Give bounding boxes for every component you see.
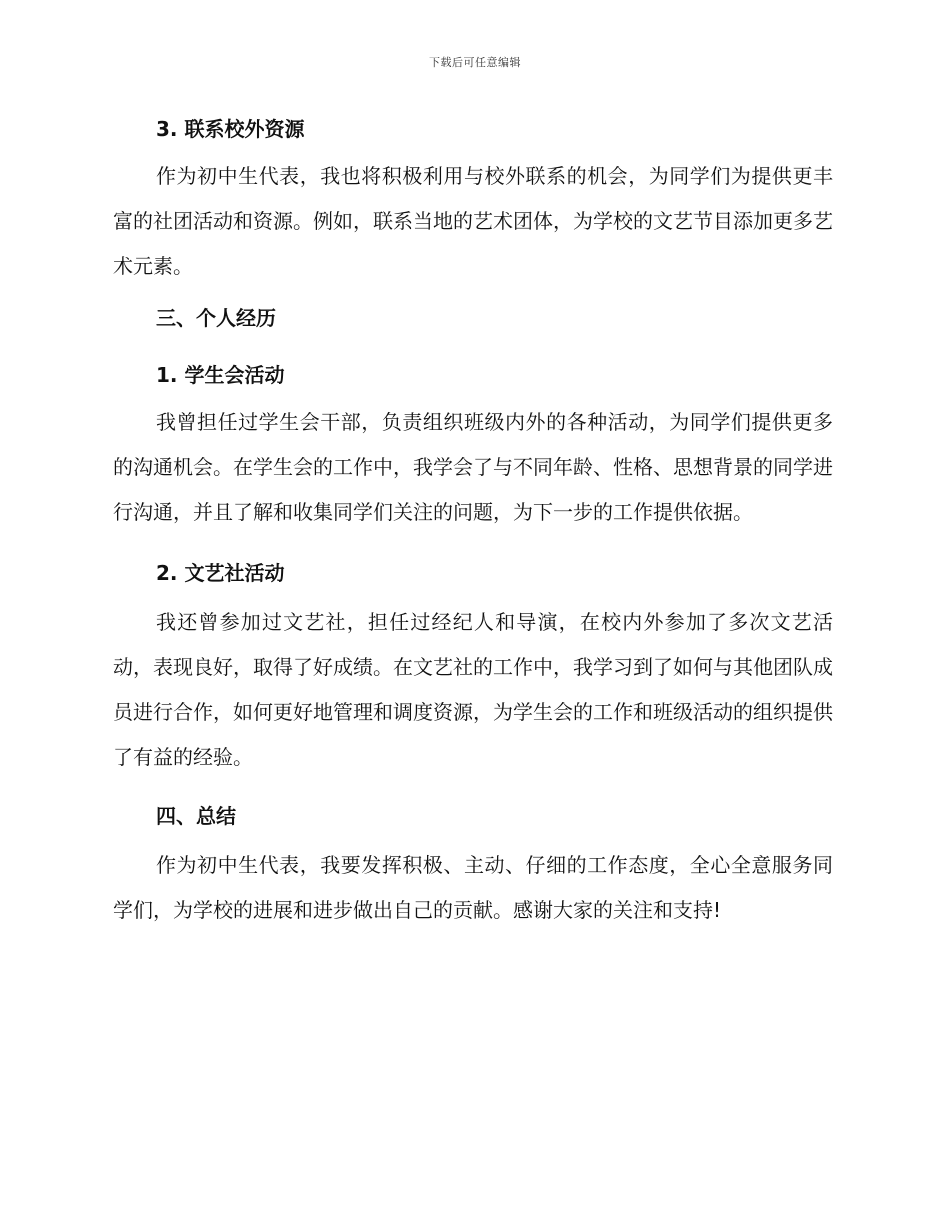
section-heading-personal-experience: 三、个人经历: [156, 306, 276, 330]
section-heading-summary: 四、总结: [156, 804, 236, 828]
document-body: [113, 110, 833, 933]
section-heading-arts-club: 2. 文艺社活动: [156, 561, 285, 585]
page-header: 下载后可任意编辑: [429, 56, 521, 69]
section-paragraph-arts-club: 我还曾参加过文艺社，担任过经纪人和导演，在校内外参加了多次文艺活动，表现良好，取得了好成绩。在文艺社的工作中，我学习到了如何与其他团队成员进行合作，如何更好地管理和调度资源，为学生会的工作和班级活动的组织提供了有益的经验。: [113, 610, 833, 769]
section-paragraph-summary: 作为初中生代表，我要发挥积极、主动、仔细的工作态度，全心全意服务同学们，为学校的进展和进步做出自己的贡献。感谢大家的关注和支持!: [113, 853, 833, 922]
section-heading-contact-resources: 3. 联系校外资源: [156, 117, 305, 141]
section-paragraph-contact-resources: 作为初中生代表，我也将积极利用与校外联系的机会，为同学们为提供更丰富的社团活动和资源。例如，联系当地的艺术团体，为学校的文艺节目添加更多艺术元素。: [113, 164, 833, 278]
section-paragraph-student-union: 我曾担任过学生会干部，负责组织班级内外的各种活动，为同学们提供更多的沟通机会。在学生会的工作中，我学会了与不同年龄、性格、思想背景的同学进行沟通，并且了解和收集同学们关注的问题，为下一步的工作提供依据。: [113, 410, 833, 524]
section-heading-student-union: 1. 学生会活动: [156, 363, 285, 387]
